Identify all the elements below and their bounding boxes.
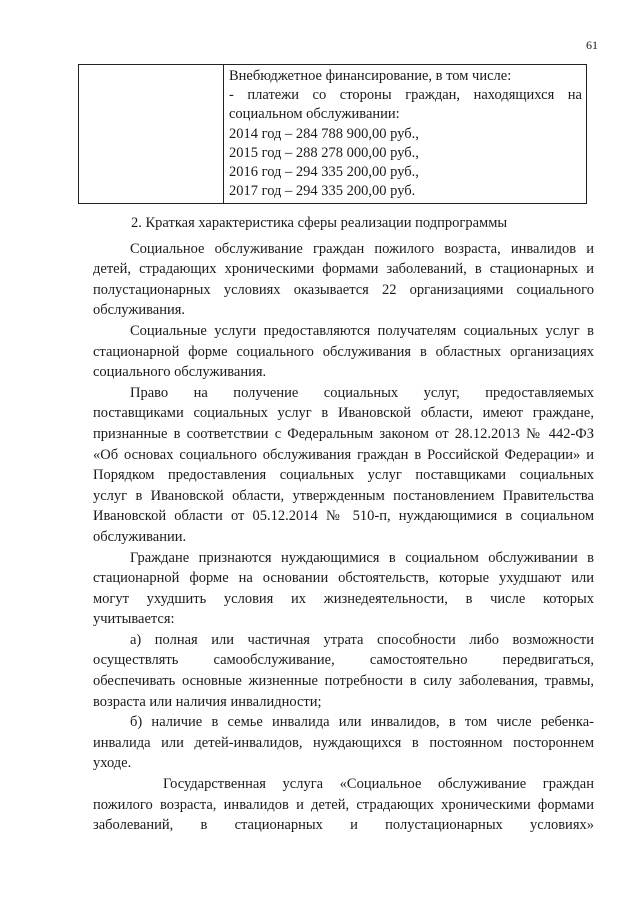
text-line: Социальное обслуживание граждан пожилого возраста, инвалидов и [130,240,594,257]
table-line: - платежи со стороны граждан, находящихся на [229,87,582,104]
paragraph [93,321,594,383]
page-number: 61 [586,38,598,52]
text-line: обслуживания. [93,302,186,319]
text-line: стационарной форме на основании обстоятельств, которые ухудшают или [93,570,594,587]
text-line: детей, страдающих хроническими формами заболеваний, в стационарных и [93,261,594,278]
text-line: инвалида или детей-инвалидов, нуждающихся в постоянном постороннем [93,734,594,751]
text-line: уходе. [93,755,132,772]
text-line: полустационарных условиях оказывается 22 организациями социального [93,281,594,298]
text-line: признанные в соответствии с Федеральным законом от 28.12.2013 № 442-ФЗ [93,425,594,442]
text-line: социального обслуживания. [93,364,267,381]
text-line: учитывается: [93,611,175,628]
document-body [93,213,594,836]
text-line: осуществлять самообслуживание, самостоятельно передвигаться, [93,652,594,669]
text-line: поставщиками социальных услуг в Ивановской области, имеют граждане, [93,405,594,422]
section-heading: 2. Краткая характеристика сферы реализации подпрограммы [131,215,508,231]
table-line: 2015 год – 288 278 000,00 руб., [229,144,419,161]
table-line: 2017 год – 294 335 200,00 руб. [229,183,416,200]
text-line: обеспечивать основные жизненные потребности в силу заболевания, травмы, [93,673,594,690]
text-line: б) наличие в семье инвалида или инвалидов, в том числе ребенка- [130,714,594,731]
text-line: обслуживании. [93,528,187,545]
text-line: услуг в Ивановской области, утвержденным постановлением Правительства [93,487,594,504]
table-line: социальном обслуживании: [229,106,400,123]
paragraph [93,383,594,548]
text-line: Государственная услуга «Социальное обслуживание граждан [163,776,594,793]
text-line: а) полная или частичная утрата способности либо возможности [130,631,594,648]
list-item [93,630,594,712]
text-line: стационарной форме социального обслуживания в областных организациях [93,343,594,360]
text-line: Ивановской области от 05.12.2014 № 510-п, нуждающимися в социальном [93,508,594,525]
text-line: заболеваний, в стационарных и полустационарных условиях» [93,817,594,834]
text-line: Граждане признаются нуждающимися в социальном обслуживании в [130,549,594,566]
list-item [93,712,594,774]
text-line: возраста или наличия инвалидности; [93,693,322,710]
text-line: Право на получение социальных услуг, предоставляемых [130,384,594,401]
paragraph [93,774,594,836]
table-line: 2016 год – 294 335 200,00 руб., [229,164,419,181]
table-line: Внебюджетное финансирование, в том числе: [229,68,512,84]
financing-table [78,64,587,204]
text-line: Порядком предоставления социальных услуг поставщиками социальных [93,467,594,484]
text-line: Социальные услуги предоставляются получателям социальных услуг в [130,322,594,339]
paragraph [93,548,594,630]
paragraph [93,239,594,321]
text-line: «Об основах социального обслуживания граждан в Российской Федерации» и [93,446,594,463]
text-line: пожилого возраста, инвалидов и детей, страдающих хроническими формами [93,796,594,813]
table-row [79,65,587,204]
text-line: могут ухудшить условия их жизнедеятельности, в числе которых [93,590,594,607]
table-line: 2014 год – 284 788 900,00 руб., [229,125,419,142]
table-cell-financing [224,65,587,204]
table-cell-empty [79,65,224,204]
